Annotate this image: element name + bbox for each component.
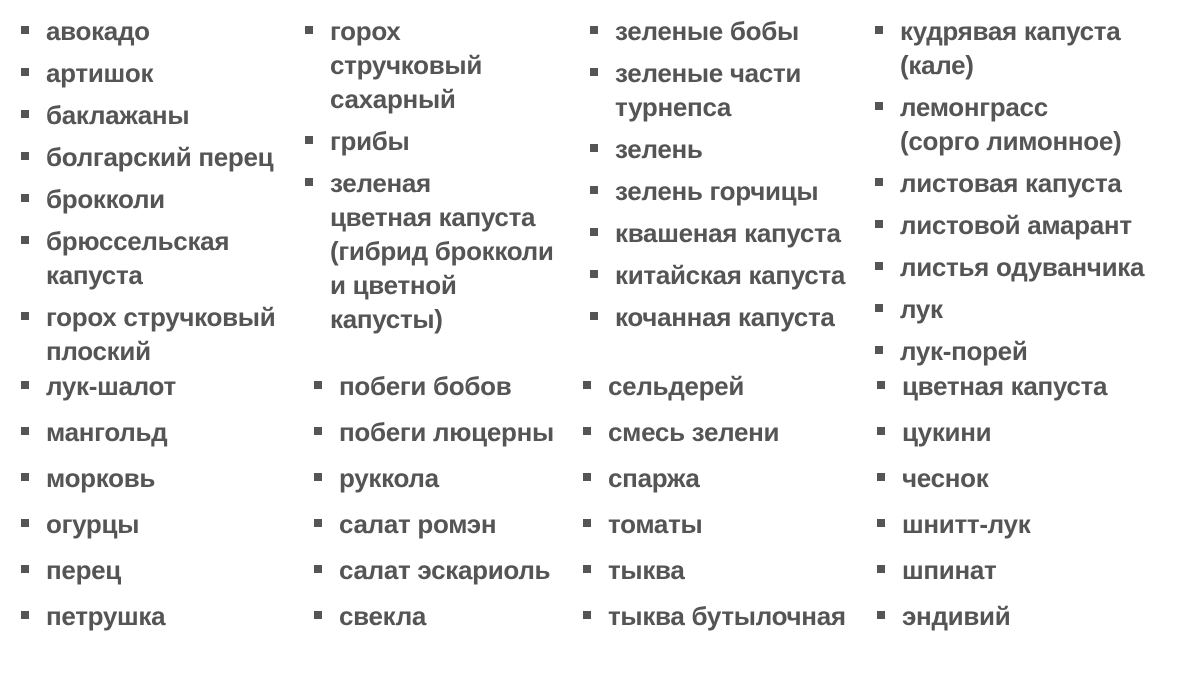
list-item — [589, 14, 845, 48]
list-item-text: (сорго лимонное) — [900, 126, 1122, 156]
bottom-column-4 — [876, 369, 1107, 633]
list-item: руккола — [313, 461, 554, 495]
list-item-text: сахарный — [330, 84, 456, 114]
list-item-text: баклажаны — [46, 100, 190, 130]
list-item — [20, 140, 275, 174]
list-item-text: лук — [900, 294, 943, 324]
list-item-text: зеленая — [330, 168, 431, 198]
list-item: сельдерей — [582, 369, 846, 403]
list-item: салат ромэн — [313, 507, 554, 541]
list-item — [589, 258, 845, 292]
list-item — [589, 132, 845, 166]
list-item-text: болгарский перец — [46, 142, 274, 172]
list-item-text: стручковый — [330, 50, 483, 80]
list-item-text: капуста — [46, 260, 143, 290]
list-item-text: китайская капуста — [615, 260, 846, 290]
list-item: перец — [20, 553, 176, 587]
top-column-4 — [874, 14, 1144, 368]
list-item-text: квашеная капуста — [615, 218, 841, 248]
top-column-3 — [589, 14, 845, 334]
list-item — [874, 250, 1144, 284]
list-item: шпинат — [876, 553, 1107, 587]
list-item — [20, 182, 275, 216]
list-item: побеги бобов — [313, 369, 554, 403]
list-item-text: (кале) — [900, 50, 974, 80]
list-item — [20, 300, 275, 368]
list-item — [20, 56, 275, 90]
list-item: огурцы — [20, 507, 176, 541]
list-item: тыква бутылочная — [582, 599, 846, 633]
list-item: смесь зелени — [582, 415, 846, 449]
list-item: цветная капуста — [876, 369, 1107, 403]
list-item — [589, 216, 845, 250]
list-item-text: турнепса — [615, 92, 732, 122]
list-item — [20, 14, 275, 48]
list-item: побеги люцерны — [313, 415, 554, 449]
top-column-2 — [304, 14, 554, 336]
list-item — [20, 98, 275, 132]
list-item-text: зеленые бобы — [615, 16, 799, 46]
list-item-text: зелень горчицы — [615, 176, 819, 206]
list-item — [874, 14, 1144, 82]
list-item: салат эскариоль — [313, 553, 554, 587]
list-item-text: грибы — [330, 126, 410, 156]
list-item: томаты — [582, 507, 846, 541]
list-item: спаржа — [582, 461, 846, 495]
list-item — [304, 124, 554, 158]
list-item — [589, 300, 845, 334]
list-item: мангольд — [20, 415, 176, 449]
list-item-text: лук-порей — [900, 336, 1028, 366]
list-item-text: брокколи — [46, 184, 165, 214]
list-item — [874, 292, 1144, 326]
list-item-text: брюссельская — [46, 226, 230, 256]
list-item: тыква — [582, 553, 846, 587]
list-item: цукини — [876, 415, 1107, 449]
list-item — [874, 166, 1144, 200]
list-item: свекла — [313, 599, 554, 633]
list-item-text: капусты) — [330, 304, 443, 334]
list-item-text: и цветной — [330, 270, 457, 300]
list-item-text: плоский — [46, 336, 151, 366]
list-item: шнитт-лук — [876, 507, 1107, 541]
list-item-text: авокадо — [46, 16, 150, 46]
list-item-text: зелень — [615, 134, 703, 164]
list-item — [589, 56, 845, 124]
list-item-text: кочанная капуста — [615, 302, 835, 332]
list-item-text: (гибрид брокколи — [330, 236, 554, 266]
list-item: лук-шалот — [20, 369, 176, 403]
list-item-text: кудрявая капуста — [900, 16, 1121, 46]
list-item-text: горох стручковый — [46, 302, 276, 332]
list-item-text: листья одуванчика — [900, 252, 1145, 282]
list-item-text: листовой амарант — [900, 210, 1132, 240]
list-item — [874, 90, 1144, 158]
list-item-text: листовая капуста — [900, 168, 1122, 198]
list-item — [874, 208, 1144, 242]
list-item — [304, 166, 554, 336]
bottom-column-2 — [313, 369, 554, 633]
list-item-text: цветная капуста — [330, 202, 536, 232]
list-item: морковь — [20, 461, 176, 495]
list-item — [20, 224, 275, 292]
list-item-text: зеленые части — [615, 58, 802, 88]
top-column-1 — [20, 14, 275, 368]
list-item-text: лемонграсс — [900, 92, 1048, 122]
bottom-column-1 — [20, 369, 176, 633]
bottom-column-3 — [582, 369, 846, 633]
list-item-text: горох — [330, 16, 401, 46]
list-item: эндивий — [876, 599, 1107, 633]
list-item: чеснок — [876, 461, 1107, 495]
list-item — [304, 14, 554, 116]
list-item-text: артишок — [46, 58, 154, 88]
list-item — [874, 334, 1144, 368]
list-item — [589, 174, 845, 208]
list-item: петрушка — [20, 599, 176, 633]
